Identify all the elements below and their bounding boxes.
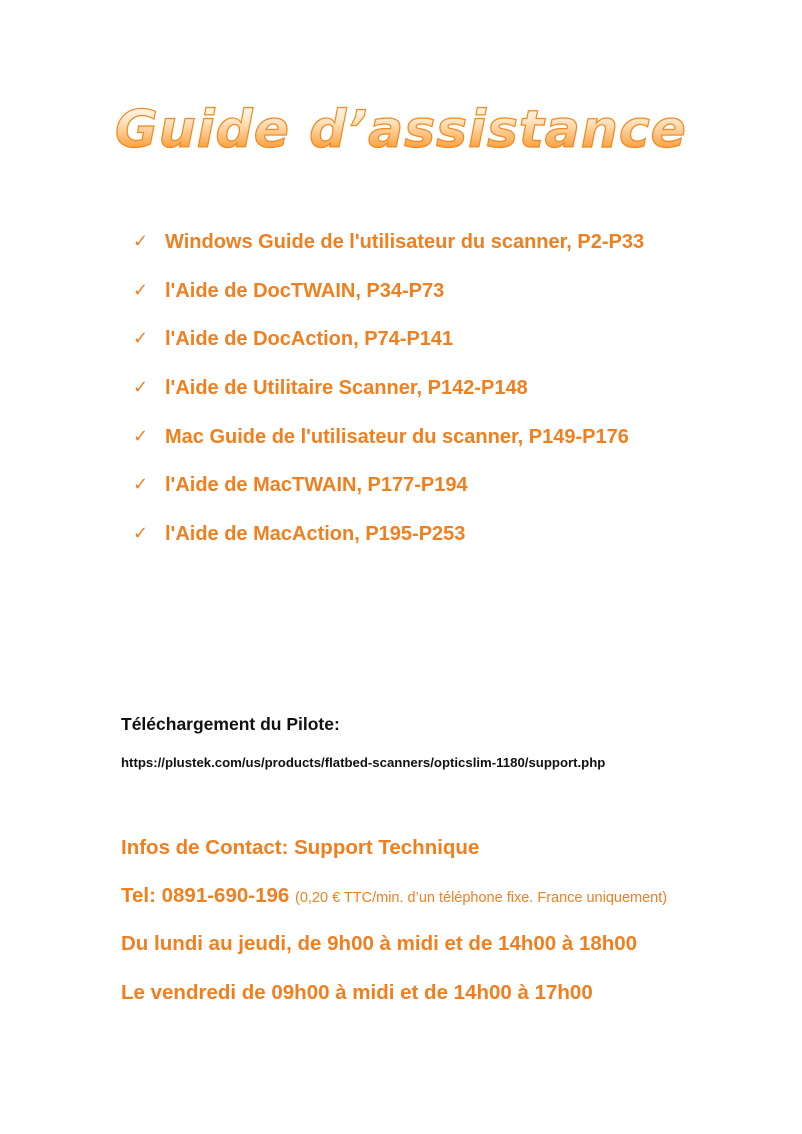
check-icon: ✓	[133, 328, 149, 350]
toc-item-label: Windows Guide de l'utilisateur du scanner, P2-P33	[165, 231, 645, 253]
toc-item-label: l'Aide de MacTWAIN, P177-P194	[165, 474, 468, 497]
toc-item-label: l'Aide de DocAction, P74-P141	[165, 328, 454, 351]
contact-tel-line	[121, 884, 667, 908]
check-icon: ✓	[133, 377, 149, 399]
toc-item-label: Mac Guide de l'utilisateur du scanner, P149-P176	[165, 425, 629, 448]
table-of-contents	[133, 228, 644, 569]
toc-item[interactable]	[133, 471, 644, 520]
toc-item[interactable]	[133, 520, 644, 569]
toc-item[interactable]	[133, 228, 644, 277]
contact-tel-note: (0,20 € TTC/min. d’un téléphone fixe. France uniquement)	[295, 890, 668, 906]
contact-tel[interactable]: Tel: 0891-690-196	[121, 884, 290, 907]
check-icon: ✓	[133, 231, 149, 252]
toc-item-label: l'Aide de DocTWAIN, P34-P73	[165, 279, 445, 302]
check-icon: ✓	[133, 474, 149, 496]
page-title: Guide d’assistance	[0, 100, 802, 160]
check-icon: ✓	[133, 425, 149, 447]
toc-item[interactable]	[133, 325, 644, 374]
toc-item-label: l'Aide de Utilitaire Scanner, P142-P148	[165, 377, 528, 400]
download-link[interactable]: https://plustek.com/us/products/flatbed-scanners/opticslim-1180/support.php	[121, 755, 606, 770]
toc-item-label: l'Aide de MacAction, P195-P253	[165, 523, 466, 546]
download-heading: Téléchargement du Pilote:	[121, 714, 340, 734]
check-icon: ✓	[133, 523, 149, 545]
contact-hours-weekdays: Du lundi au jeudi, de 9h00 à midi et de 14h00 à 18h00	[121, 932, 638, 955]
check-icon: ✓	[133, 279, 149, 301]
contact-hours-friday: Le vendredi de 09h00 à midi et de 14h00 à 17h00	[121, 981, 593, 1004]
toc-item[interactable]	[133, 423, 644, 472]
contact-heading: Infos de Contact: Support Technique	[121, 836, 480, 859]
toc-item[interactable]	[133, 277, 644, 326]
toc-item[interactable]	[133, 374, 644, 423]
